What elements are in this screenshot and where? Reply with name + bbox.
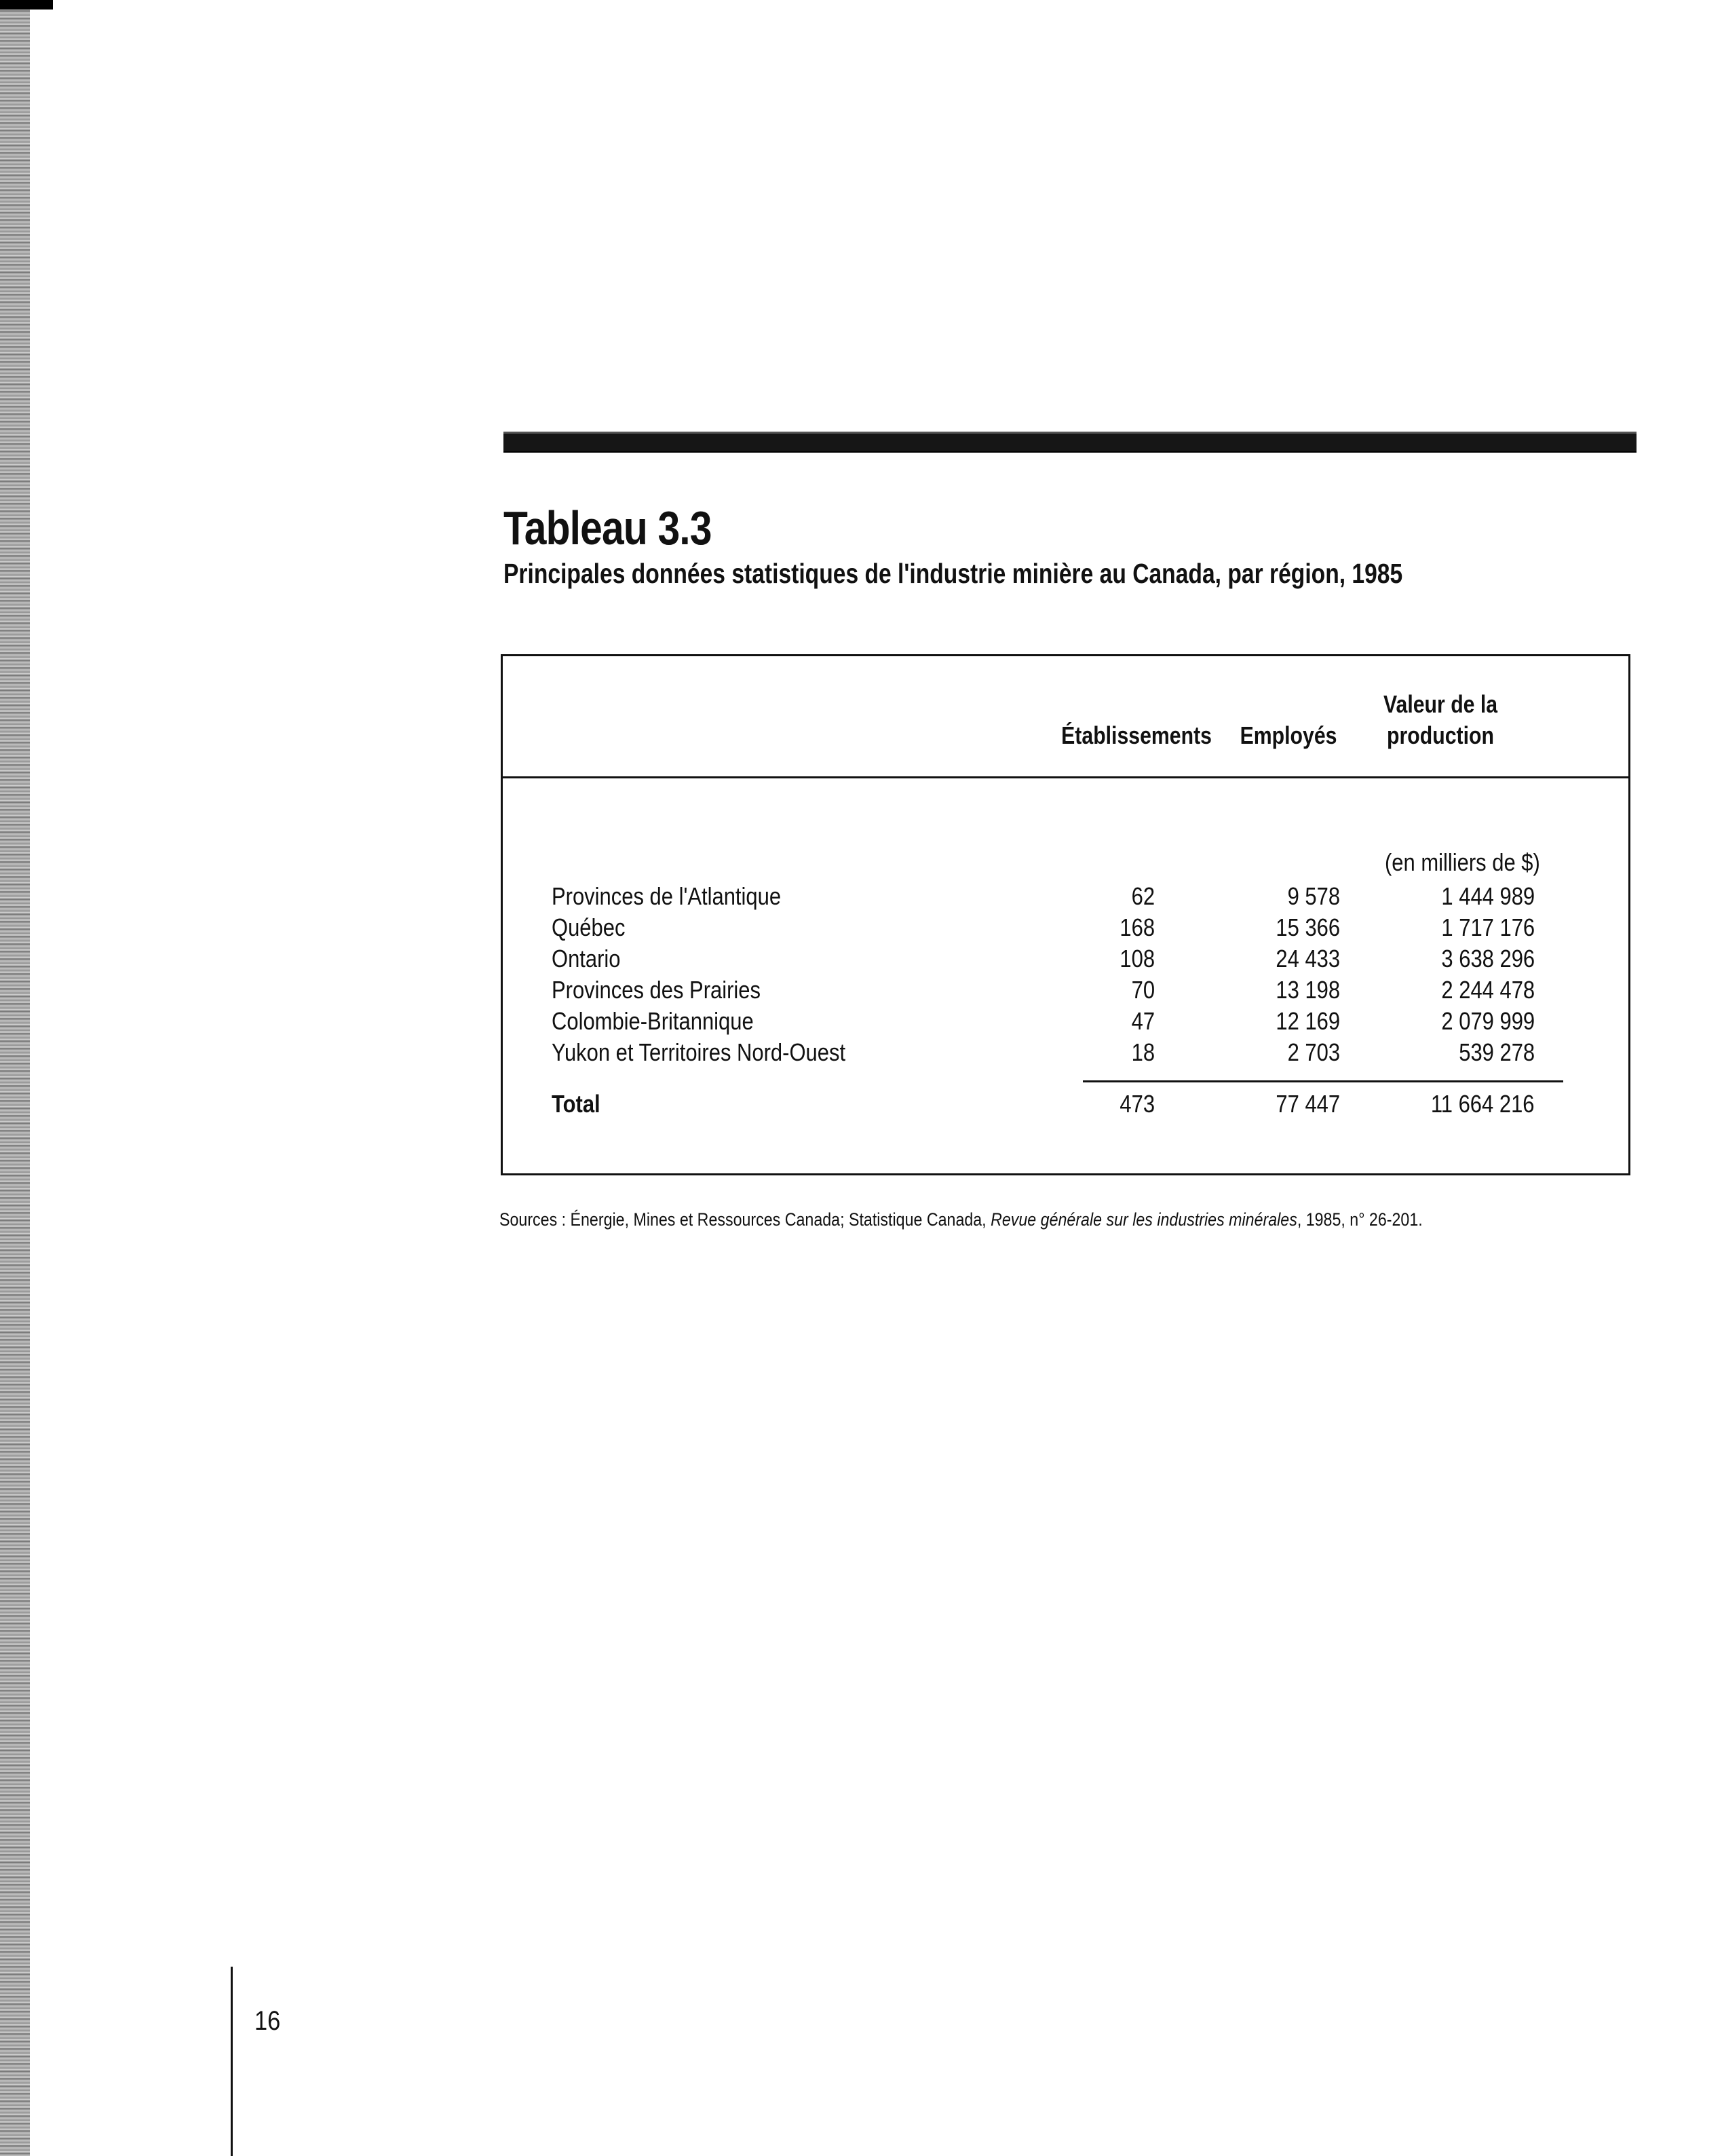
valeur-cell: 539 278: [1459, 1038, 1535, 1066]
valeur-cell: 1 717 176: [1441, 913, 1535, 941]
scan-edge-cap: [0, 0, 53, 10]
valeur-cell: 1 444 989: [1441, 882, 1535, 910]
table-row: [503, 1037, 1628, 1068]
employes-cell: 2 703: [1287, 1038, 1340, 1066]
page-number: 16: [254, 2006, 281, 2036]
etablissements-cell: 108: [1120, 945, 1155, 972]
scan-edge: [0, 0, 30, 2156]
source-prefix: Sources : Énergie, Mines et Ressources Canada; Statistique Canada,: [499, 1209, 991, 1230]
total-label: Total: [552, 1090, 600, 1118]
employes-cell: 13 198: [1276, 976, 1340, 1004]
etablissements-cell: 70: [1131, 976, 1155, 1004]
valeur-cell: 2 079 999: [1441, 1007, 1535, 1035]
total-row: [503, 1089, 1628, 1120]
employes-cell: 12 169: [1276, 1007, 1340, 1035]
table-row: [503, 943, 1628, 975]
unit-note: (en milliers de $): [1385, 848, 1540, 876]
valeur-cell: 2 244 478: [1441, 976, 1535, 1004]
data-table: [501, 654, 1630, 1175]
etablissements-cell: 18: [1131, 1038, 1155, 1066]
table-title: Principales données statistiques de l'industrie minière au Canada, par région, 1985: [503, 558, 1403, 589]
employes-cell: 9 578: [1287, 882, 1340, 910]
source-publication: Revue générale sur les industries minérales: [991, 1209, 1297, 1230]
region-cell: Provinces de l'Atlantique: [552, 882, 782, 910]
valeur-cell: 3 638 296: [1441, 945, 1535, 972]
region-cell: Québec: [552, 913, 626, 941]
page-margin-rule: [231, 1967, 233, 2156]
region-cell: Yukon et Territoires Nord-Ouest: [552, 1038, 846, 1066]
region-cell: Ontario: [552, 945, 621, 972]
table-row: [503, 975, 1628, 1006]
table-row: [503, 912, 1628, 943]
header-rule: [503, 776, 1628, 778]
table-row: [503, 881, 1628, 912]
total-employes: 77 447: [1276, 1090, 1340, 1118]
region-cell: Provinces des Prairies: [552, 976, 761, 1004]
etablissements-cell: 168: [1120, 913, 1155, 941]
column-header-employes: Employés: [1240, 721, 1337, 749]
source-note: [499, 1209, 1423, 1230]
total-rule: [1083, 1080, 1563, 1082]
employes-cell: 15 366: [1276, 913, 1340, 941]
etablissements-cell: 62: [1131, 882, 1155, 910]
column-header-etablissements: Établissements: [1061, 721, 1212, 749]
total-valeur: 11 664 216: [1431, 1090, 1535, 1118]
source-suffix: , 1985, n° 26-201.: [1297, 1209, 1423, 1230]
employes-cell: 24 433: [1276, 945, 1340, 972]
total-etablissements: 473: [1120, 1090, 1155, 1118]
etablissements-cell: 47: [1131, 1007, 1155, 1035]
region-cell: Colombie-Britannique: [552, 1007, 754, 1035]
column-header-valeur: Valeur de la production: [1383, 690, 1498, 749]
table-row: [503, 1006, 1628, 1037]
table-top-rule: [503, 432, 1637, 453]
table-number: Tableau 3.3: [503, 502, 712, 554]
